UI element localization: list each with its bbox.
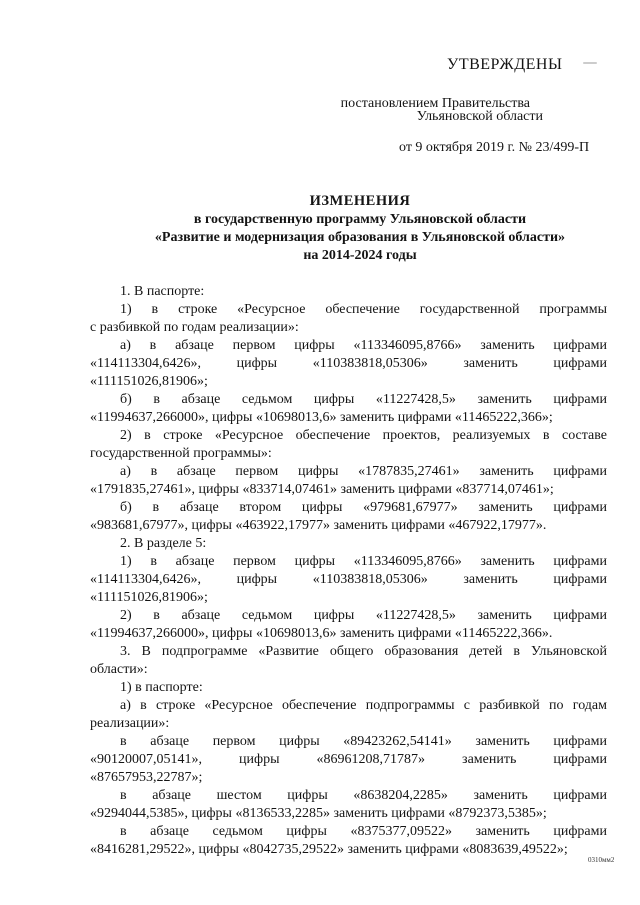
para-1-1-a-cont: «114113304,6426», цифры «110383818,05306» заменить цифрами [90,356,607,371]
title-line-3: «Развитие и модернизация образования в Ульяновской области» [154,230,566,245]
para-1-2-a-cont: «1791835,27461», цифры «833714,07461» заменить цифрами «837714,07461»; [90,482,554,497]
para-3-1-a-sixth: в абзаце шестом цифры «8638204,2285» заменить цифрами [120,788,607,803]
para-2-2-cont: «11994637,266000», цифры «10698013,6» заменить цифрами «11465222,366». [90,626,553,641]
para-3-1-a-first-cont: «90120007,05141», цифры «86961208,71787» заменить цифрами [90,752,607,767]
document-body [90,283,607,859]
para-3-1-a-seventh: в абзаце седьмом цифры «8375377,09522» заменить цифрами [120,824,607,839]
approved-label: УТВЕРЖДЕНЫ [447,56,563,73]
para-2-1-end: «111151026,81906»; [90,590,208,605]
para-3-heading-cont: области»: [90,662,148,677]
stamp-line-2: Ульяновской области [416,109,543,124]
footer-code: 0310мм2 [588,856,615,864]
para-3-1-a-first: в абзаце первом цифры «89423262,54141» заменить цифрами [120,734,607,749]
para-1-2-b-cont: «983681,67977», цифры «463922,17977» заменить цифрами «467922,17977». [90,518,547,533]
para-1-2-cont: государственной программы»: [90,446,272,461]
stamp-line-1: постановлением Правительства [340,96,530,111]
para-3-1-a: а) в строке «Ресурсное обеспечение подпрограммы с разбивкой по годам [120,698,607,713]
para-1-1-b-cont: «11994637,266000», цифры «10698013,6» заменить цифрами «11465222,366»; [90,410,553,425]
para-3-1-a-sixth-cont: «9294044,5385», цифры «8136533,2285» заменить цифрами «8792373,5385»; [90,806,547,821]
para-1-1-a: а) в абзаце первом цифры «113346095,8766» заменить цифрами [120,338,607,353]
para-3-1: 1) в паспорте: [120,680,203,695]
stamp-date: от 9 октября 2019 г. № 23/499-П [399,140,590,155]
para-2-2: 2) в абзаце седьмом цифры «11227428,5» заменить цифрами [120,608,607,623]
title-line-4: на 2014-2024 годы [303,248,417,263]
para-3-1-a-cont: реализации»: [90,716,170,731]
para-2-1: 1) в абзаце первом цифры «113346095,8766» заменить цифрами [120,554,607,569]
para-1-1-a-end: «111151026,81906»; [90,374,208,389]
scan-artifact [583,62,597,64]
para-1-1-b: б) в абзаце седьмом цифры «11227428,5» заменить цифрами [120,392,607,407]
para-1-2: 2) в строке «Ресурсное обеспечение проектов, реализуемых в составе [120,428,607,443]
para-2-1-cont: «114113304,6426», цифры «110383818,05306» заменить цифрами [90,572,607,587]
title-line-2: в государственную программу Ульяновской области [193,212,527,227]
para-3-1-a-seventh-cont: «8416281,29522», цифры «8042735,29522» заменить цифрами «8083639,49522»; [90,842,568,857]
para-3-1-a-first-end: «87657953,22787»; [90,770,203,785]
para-1-1-cont: с разбивкой по годам реализации»: [90,320,299,335]
para-2-heading: 2. В разделе 5: [120,536,207,551]
para-3-heading: 3. В подпрограмме «Развитие общего образования детей в Ульяновской [120,644,607,659]
para-1-heading: 1. В паспорте: [120,284,205,299]
para-1-2-a: а) в абзаце первом цифры «1787835,27461» заменить цифрами [120,464,607,479]
para-1-1: 1) в строке «Ресурсное обеспечение государственной программы [120,302,607,317]
title-changes: ИЗМЕНЕНИЯ [309,193,411,209]
para-1-2-b: б) в абзаце втором цифры «979681,67977» заменить цифрами [120,500,607,515]
